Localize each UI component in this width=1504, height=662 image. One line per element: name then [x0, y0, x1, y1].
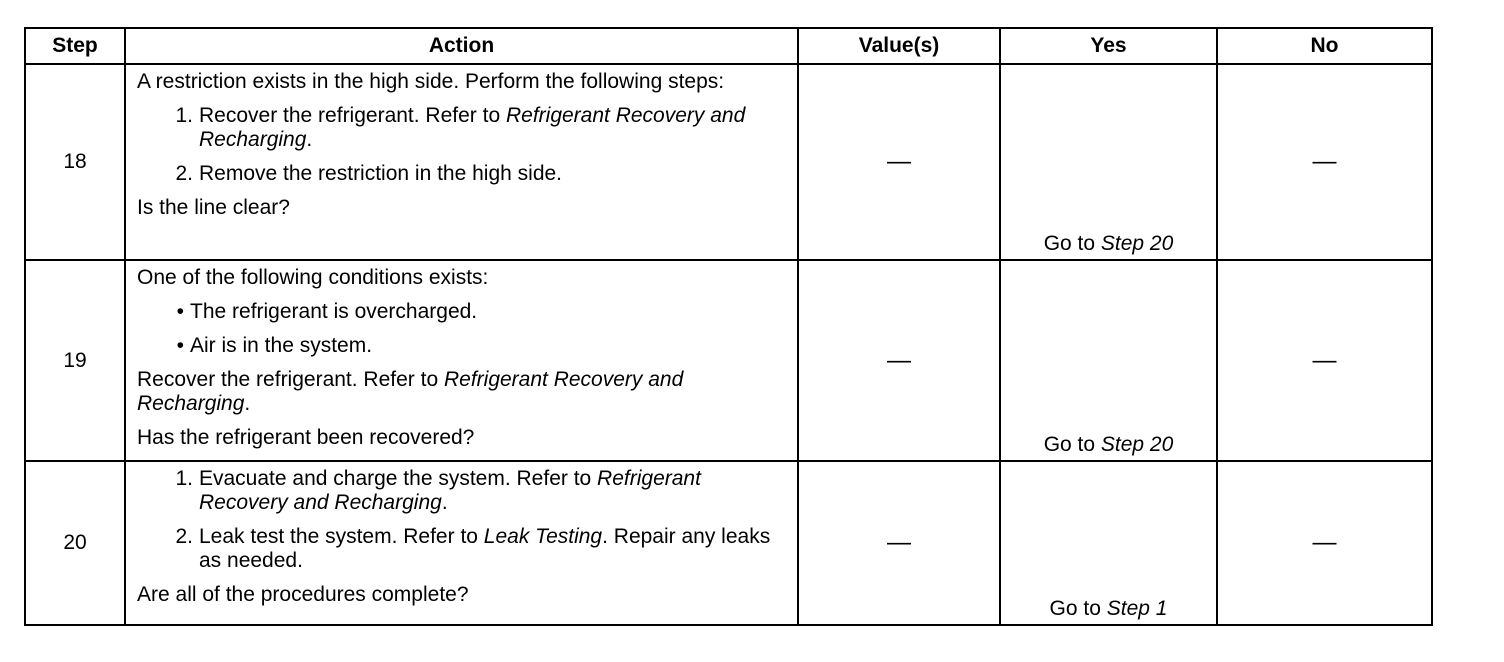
step-link[interactable]: Step 20: [1100, 433, 1174, 456]
action-question: Has the refrigerant been recovered?: [137, 426, 475, 449]
step-number: 19: [25, 260, 125, 461]
reference-link[interactable]: Refrigerant Recovery and Recharging: [199, 104, 746, 151]
action-cell: [125, 64, 798, 260]
value-cell: —: [798, 461, 1000, 625]
value-cell: —: [798, 260, 1000, 461]
list-number: 2.: [175, 525, 193, 548]
action-intro: A restriction exists in the high side. Perform the following steps:: [137, 70, 725, 93]
reference-link[interactable]: Refrigerant Recovery and Recharging: [137, 368, 684, 415]
yes-cell: Go to Step 20: [1000, 260, 1217, 461]
table-row: [25, 260, 1432, 461]
step-number: 18: [25, 64, 125, 260]
step-link[interactable]: Step 20: [1100, 232, 1174, 255]
list-item: • Air is in the system.: [137, 334, 789, 358]
header-action: Action: [125, 28, 798, 64]
action-question: Is the line clear?: [137, 196, 290, 219]
header-step: Step: [25, 28, 125, 64]
action-question: Are all of the procedures complete?: [137, 583, 469, 606]
list-item: 1. Evacuate and charge the system. Refer to Refrigerant Recovery and Recharging.: [137, 467, 789, 515]
table-row: [25, 461, 1432, 625]
no-cell: —: [1217, 260, 1432, 461]
step-link[interactable]: Step 1: [1106, 597, 1168, 620]
yes-cell: Go to Step 1: [1000, 461, 1217, 625]
bullet-icon: •: [176, 334, 184, 357]
list-item: 2. Leak test the system. Refer to Leak Testing. Repair any leaks as needed.: [137, 525, 789, 573]
header-values: Value(s): [798, 28, 1000, 64]
no-cell: —: [1217, 64, 1432, 260]
list-number: 2.: [175, 162, 193, 185]
diagnostic-table: [24, 27, 1433, 626]
reference-link[interactable]: Refrigerant Recovery and Recharging: [199, 467, 701, 514]
list-item: 2. Remove the restriction in the high side.: [137, 162, 789, 186]
list-item: 1. Recover the refrigerant. Refer to Refrigerant Recovery and Recharging.: [137, 104, 789, 152]
table-row: [25, 64, 1432, 260]
header-no: No: [1217, 28, 1432, 64]
bullet-icon: •: [176, 300, 184, 323]
header-row: [25, 28, 1432, 64]
action-intro: One of the following conditions exists:: [137, 266, 489, 289]
no-cell: —: [1217, 461, 1432, 625]
step-number: 20: [25, 461, 125, 625]
action-cell: [125, 260, 798, 461]
yes-cell: Go to Step 20: [1000, 64, 1217, 260]
value-cell: —: [798, 64, 1000, 260]
action-note: Recover the refrigerant. Refer to Refrigerant Recovery and Recharging.: [137, 368, 684, 415]
list-item: • The refrigerant is overcharged.: [137, 300, 789, 324]
list-number: 1.: [175, 467, 193, 490]
header-yes: Yes: [1000, 28, 1217, 64]
reference-link[interactable]: Leak Testing: [483, 525, 603, 548]
list-number: 1.: [175, 104, 193, 127]
action-cell: [125, 461, 798, 625]
